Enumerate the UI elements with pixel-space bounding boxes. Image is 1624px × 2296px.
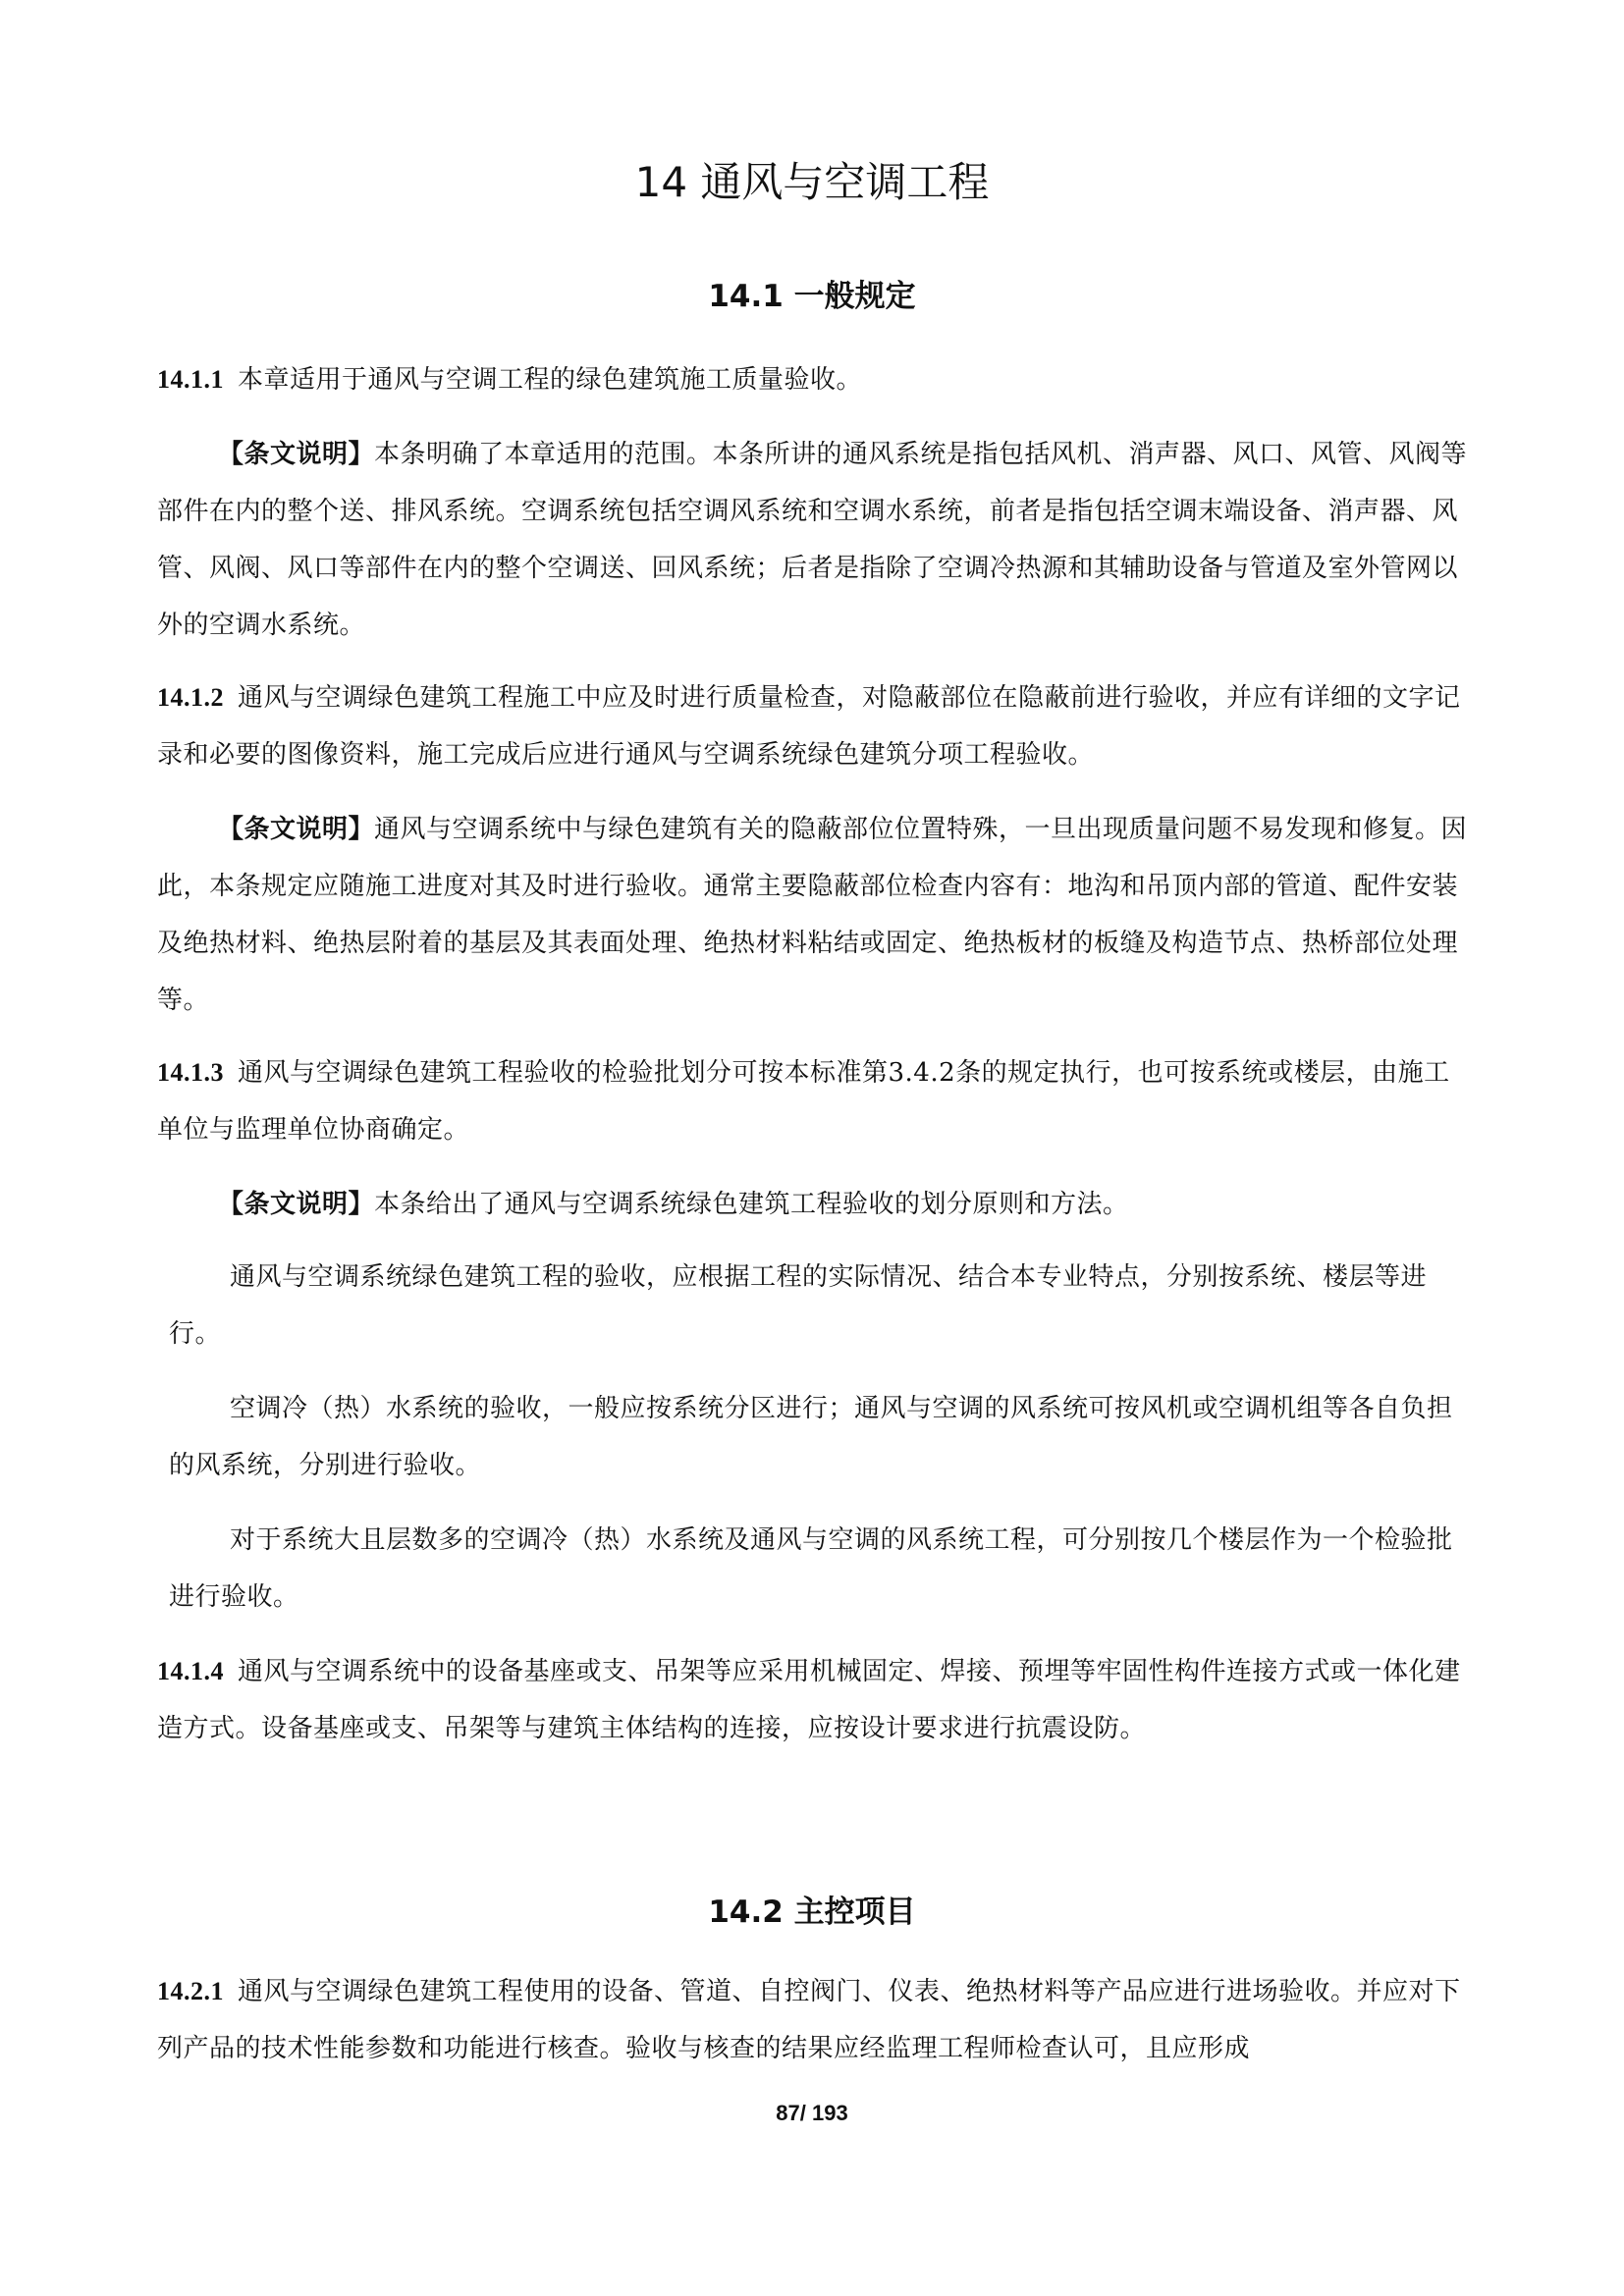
clause-14-1-1	[157, 351, 1473, 408]
clause-text: 通风与空调系统中的设备基座或支、吊架等应采用机械固定、焊接、预埋等牢固性构件连接方式或一体化建造方式。设备基座或支、吊架等与建筑主体结构的连接，应按设计要求进行抗震设防。	[157, 1657, 1461, 1743]
page-number: 87/ 193	[776, 2101, 848, 2125]
clause-note-14-1-1	[157, 426, 1473, 654]
clause-number: 14.2.1	[157, 1977, 224, 2005]
note-paragraph: 空调冷（热）水系统的验收，一般应按系统分区进行；通风与空调的风系统可按风机或空调机组等各自负担的风系统，分别进行验收。	[169, 1394, 1453, 1480]
clause-number: 14.1.4	[157, 1657, 224, 1685]
clause-number: 14.1.1	[157, 365, 224, 394]
clause-note-14-1-2	[157, 801, 1473, 1029]
clause-14-1-3	[157, 1044, 1473, 1158]
clause-note-14-1-3	[157, 1176, 1473, 1233]
note-text: 通风与空调系统中与绿色建筑有关的隐蔽部位位置特殊，一旦出现质量问题不易发现和修复。因此，本条规定应随施工进度对其及时进行验收。通常主要隐蔽部位检查内容有：地沟和吊顶内部的管道、配件安装及绝热材料、绝热层附着的基层及其表面处理、绝热材料粘结或固定、绝热板材的板缝及构造节点、热桥部位处理等。	[157, 815, 1468, 1015]
note-label: 【条文说明】	[218, 815, 375, 844]
section-title-14-2: 14.2 主控项目	[708, 1895, 916, 1930]
clause-14-1-4	[157, 1643, 1473, 1757]
clause-text: 通风与空调绿色建筑工程验收的检验批划分可按本标准第3.4.2条的规定执行，也可按系统或楼层，由施工单位与监理单位协商确定。	[157, 1058, 1450, 1145]
clause-14-1-2	[157, 669, 1473, 783]
chapter-title: 14 通风与空调工程	[634, 158, 990, 206]
clause-text: 通风与空调绿色建筑工程施工中应及时进行质量检查，对隐蔽部位在隐蔽前进行验收，并应有详细的文字记录和必要的图像资料，施工完成后应进行通风与空调系统绿色建筑分项工程验收。	[157, 683, 1461, 770]
note-paragraph: 对于系统大且层数多的空调冷（热）水系统及通风与空调的风系统工程，可分别按几个楼层作为一个检验批进行验收。	[169, 1525, 1453, 1612]
clause-14-2-1	[157, 1963, 1473, 2077]
clause-text: 通风与空调绿色建筑工程使用的设备、管道、自控阀门、仪表、绝热材料等产品应进行进场验收。并应对下列产品的技术性能参数和功能进行核查。验收与核查的结果应经监理工程师检查认可，且应形成	[157, 1977, 1461, 2063]
note-label: 【条文说明】	[218, 1190, 375, 1219]
note-text: 本条给出了通风与空调系统绿色建筑工程验收的划分原则和方法。	[374, 1190, 1129, 1219]
section-title-14-1: 14.1 一般规定	[708, 279, 916, 314]
clause-number: 14.1.2	[157, 683, 224, 712]
clause-number: 14.1.3	[157, 1058, 224, 1087]
clause-text: 本章适用于通风与空调工程的绿色建筑施工质量验收。	[238, 365, 863, 395]
note-text: 本条明确了本章适用的范围。本条所讲的通风系统是指包括风机、消声器、风口、风管、风阀等部件在内的整个送、排风系统。空调系统包括空调风系统和空调水系统，前者是指包括空调末端设备、消声器、风管、风阀、风口等部件在内的整个空调送、回风系统；后者是指除了空调冷热源和其辅助设备与管道及室外管网以外的空调水系统。	[157, 440, 1468, 640]
note-paragraph: 通风与空调系统绿色建筑工程的验收，应根据工程的实际情况、结合本专业特点，分别按系统、楼层等进行。	[169, 1262, 1428, 1349]
note-label: 【条文说明】	[218, 440, 375, 469]
